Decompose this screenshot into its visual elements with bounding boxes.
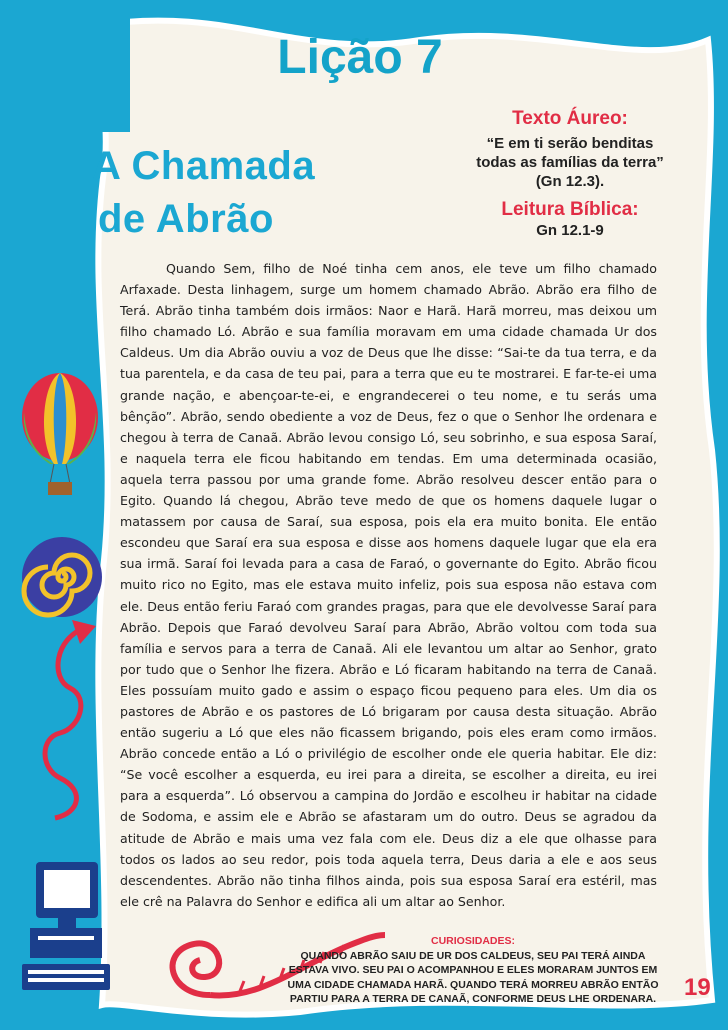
page-number: 19 [684, 974, 711, 1001]
golden-text-line1: “E em ti serão benditas [486, 135, 654, 152]
golden-text-line3: (Gn 12.3). [535, 173, 605, 190]
story-paragraph: Quando Sem, filho de Noé tinha cem anos, ele teve um filho chamado Arfaxade. Desta linhagem, surge um homem chamado Abrão. Abrão era filho de Terá. Abrão tinha também dois irmãos: Naor e Harã. Harã morreu, mas deixou um filho chamado Ló. Abrão e sua família moravam em uma cidade chamada Ur dos Caldeus. Um dia Abrão ouviu a voz de Deus que lhe disse: “Sai-te da tua terra, e da tua parentela, e da casa de teu pai, para a terra que eu te mostrarei. E far-te-ei uma grande nação, e abençoar-te-ei, e engrandecerei o teu nome, e tu serás uma bênção”. Abrão, sendo obediente a voz de Deus, fez o que o Senhor lhe ordenara e chegou à terra de Canaã. Abrão levou consigo Ló, seu sobrinho, e sua esposa Saraí, e naquela terra ele ficou habitando em tendas. Em uma determinada ocasião, aquela terra passou por uma grande fome. Abrão resolveu descer então para o Egito. Quando lá chegou, Abrão teve medo de que os homens daquele lugar o matassem por causa de Saraí, sua esposa, pois ela era muito bonita. Ele então escondeu que Saraí era sua esposa e disse aos homens daquele lugar que ela era sua irmã. Saraí foi levada para a casa de Faraó, o governante do Egito. Abrão ficou muito rico no Egito, mas ele estava muito infeliz, pois sua esposa não estava com ele. Deus então feriu Faraó com grandes pragas, para que ele devolvesse Saraí para Abrão. Depois que Faraó devolveu Saraí para Abrão, Abrão voltou com toda sua família e servos para a terra de Canaã. Ali ele levantou um altar ao Senhor, grato por tudo que o Senhor lhe fizera. Abrão e Ló ficaram habitando na terra de Canaã. Eles possuíam muito gado e assim o espaço ficou pequeno para eles. Um dia os pastores de Abrão e os pastores de Ló brigaram por causa desta situação. Abrão então sugeriu a Ló que eles não ficassem brigando, pois eles eram como irmãos. Abrão concede então a Ló o privilégio de escolher onde ele queria habitar. Ele diz: “Se você escolher a esquerda, eu irei para a direita, se escolher a direita, eu irei para a esquerda”. Ló observou a campina do Jordão e escolheu ir habitar na cidade de Sodoma, e assim ele e Abrão se afastaram um do outro. Deus se agradou da atitude de Abrão e mais uma vez fala com ele. Deus diz a ele que olhasse para todos os lados ao seu redor, pois toda aquela terra, Deus daria a ele e aos seus descendentes. Abrão não tinha filhos ainda, pois sua esposa Saraí era estéril, mas ele crê na Palavra do Senhor e edifica ali um altar ao Senhor. [120, 261, 657, 909]
page-title-line2: de Abrão [98, 197, 274, 241]
curiosities-line4: PARTIU PARA A TERRA DE CANAÃ, CONFORME DEUS LHE ORDENARA. [289, 993, 657, 1005]
curiosities-heading: CURIOSIDADES: [430, 935, 515, 947]
bible-reading-heading: Leitura Bíblica: [501, 199, 639, 220]
page-title-line1: A Chamada [92, 144, 316, 188]
lesson-title: Lição 7 [277, 31, 443, 84]
bible-reading-reference: Gn 12.1-9 [536, 222, 604, 239]
spiral-icon [20, 535, 104, 619]
curiosities-line3: UMA CIDADE CHAMADA HARÃ. QUANDO TERÁ MORREU ABRÃO ENTÃO [287, 978, 659, 991]
curly-arrow-icon [30, 618, 104, 828]
golden-text-line2: todas as famílias da terra” [476, 154, 664, 171]
hot-air-balloon-icon [20, 372, 100, 497]
curiosities-line2: ESTAVA VIVO. SEU PAI O ACOMPANHOU E ELES MORARAM JUNTOS EM [288, 964, 658, 976]
golden-text-heading: Texto Áureo: [512, 108, 628, 129]
computer-icon [18, 858, 114, 998]
golden-text-box [440, 108, 700, 240]
page-title [92, 140, 422, 246]
story-text [120, 258, 657, 912]
curiosities-line1: QUANDO ABRÃO SAIU DE UR DOS CALDEUS, SEU PAI TERÁ AINDA [300, 949, 646, 962]
curiosities-box [268, 934, 678, 1007]
